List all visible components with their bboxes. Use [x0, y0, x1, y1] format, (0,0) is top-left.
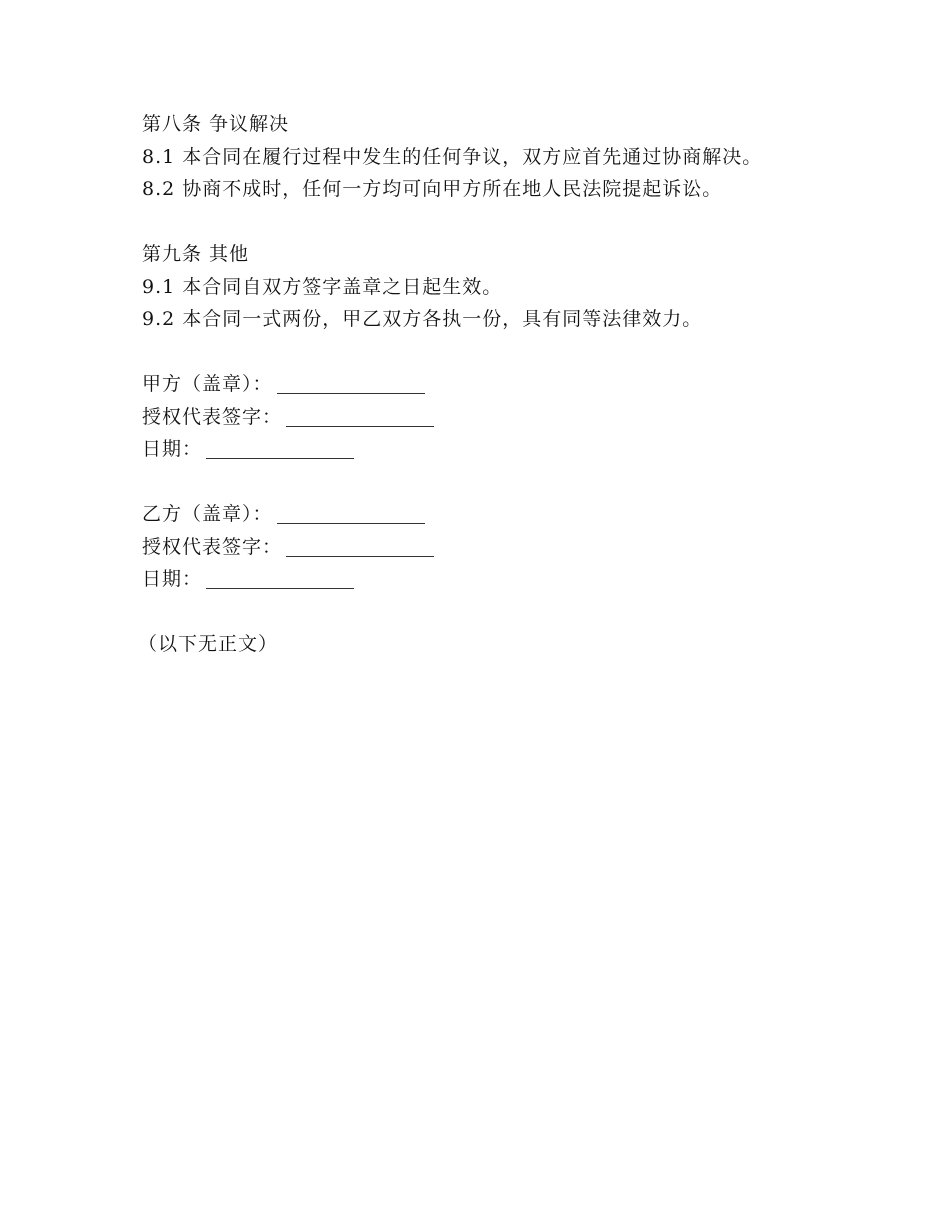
party-a-seal-label: 甲方（盖章）： — [142, 373, 273, 395]
party-b-seal-blank — [277, 503, 425, 524]
spacer — [142, 206, 862, 239]
party-a-rep-row — [142, 401, 862, 434]
spacer — [142, 596, 862, 629]
party-b-date-blank — [206, 568, 354, 589]
contract-body — [138, 108, 862, 661]
party-b-date-row — [142, 563, 862, 596]
clause-9-1: 9.1 本合同自双方签字盖章之日起生效。 — [142, 275, 503, 298]
party-a-seal-blank — [277, 373, 425, 394]
clause-9-2: 9.2 本合同一式两份，甲乙双方各执一份，具有同等法律效力。 — [142, 308, 703, 330]
party-a-date-label: 日期： — [142, 438, 203, 460]
article-9-heading: 第九条 其他 — [142, 243, 250, 265]
party-b-rep-blank — [286, 536, 434, 557]
party-a-seal-row — [142, 368, 862, 401]
party-a-rep-label: 授权代表签字： — [142, 405, 283, 428]
clause-8-1: 8.1 本合同在履行过程中发生的任何争议，双方应首先通过协商解决。 — [142, 145, 763, 168]
end-of-text-note: （以下无正文） — [138, 633, 279, 655]
party-a-date-row — [142, 433, 862, 466]
party-b-date-label: 日期： — [142, 568, 203, 590]
party-b-rep-label: 授权代表签字： — [142, 535, 283, 558]
article-8-heading: 第八条 争议解决 — [142, 113, 290, 135]
spacer — [142, 336, 862, 369]
party-b-rep-row — [142, 531, 862, 564]
spacer — [142, 466, 862, 499]
party-b-seal-row — [142, 498, 862, 531]
party-a-rep-blank — [286, 406, 434, 427]
party-b-seal-label: 乙方（盖章）： — [142, 503, 273, 525]
party-a-date-blank — [206, 438, 354, 459]
clause-8-2: 8.2 协商不成时，任何一方均可向甲方所在地人民法院提起诉讼。 — [142, 178, 723, 200]
